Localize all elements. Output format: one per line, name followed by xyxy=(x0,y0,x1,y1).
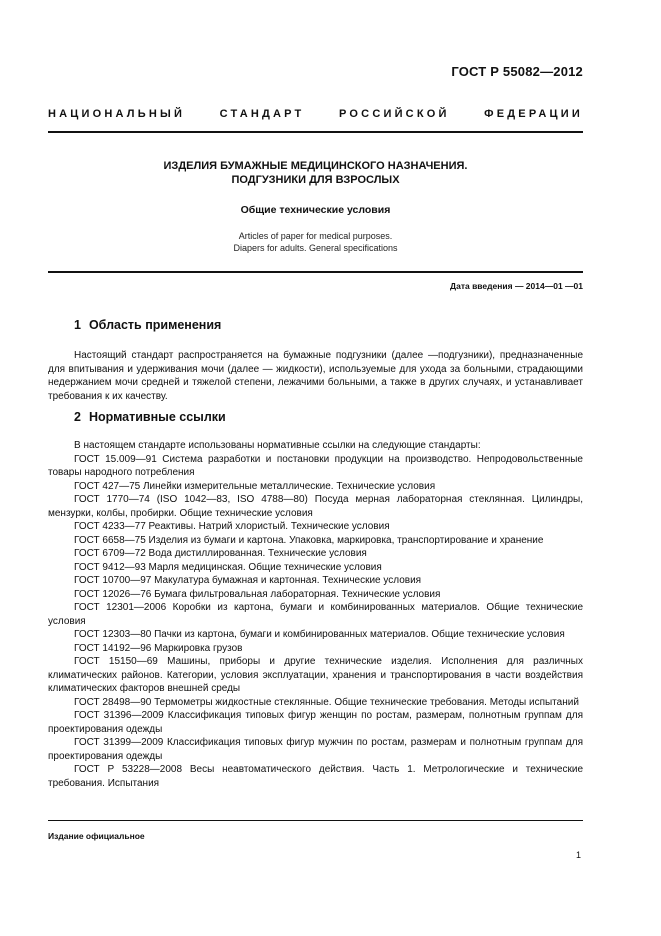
reference-item: ГОСТ 12301—2006 Коробки из картона, бумаги и комбинированных материалов. Общие технические условия xyxy=(48,602,583,627)
reference-item: ГОСТ 1770—74 (ISO 1042—83, ISO 4788—80) Посуда мерная лабораторная стеклянная. Цилиндры, мензурки, колбы, пробирки. Общие технические условия xyxy=(48,494,583,519)
reference-item: ГОСТ 15150—69 Машины, приборы и другие технические изделия. Исполнения для различных климатических районов. Категории, условия эксплуатации, хранения и транспортирования в части воздействия климатических факторов внешней среды xyxy=(48,656,583,694)
reference-item: ГОСТ 15.009—91 Система разработки и постановки продукции на производство. Непродовольственные товары народного потребления xyxy=(48,453,583,478)
english-title-line-2: Diapers for adults. General specifications xyxy=(233,243,398,253)
references-intro: В настоящем стандарте использованы нормативные ссылки на следующие стандарты: xyxy=(74,440,481,451)
document-number: ГОСТ Р 55082—2012 xyxy=(451,64,583,79)
section-1-number: 1 xyxy=(74,318,81,332)
section-1-heading xyxy=(74,318,221,332)
footer-divider xyxy=(48,820,583,821)
section-1-body xyxy=(48,349,583,403)
reference-item: ГОСТ 427—75 Линейки измерительные металлические. Технические условия xyxy=(74,480,436,492)
page-number: 1 xyxy=(575,850,581,860)
reference-item: ГОСТ Р 53228—2008 Весы неавтоматического действия. Часть 1. Метрологические и технические требования. Испытания xyxy=(48,764,583,789)
document-subtitle: Общие технические условия xyxy=(240,204,391,216)
edition-label: Издание официальное xyxy=(48,831,145,841)
section-2-number: 2 xyxy=(74,410,81,424)
national-standard-title: НАЦИОНАЛЬНЫЙ СТАНДАРТ РОССИЙСКОЙ ФЕДЕРАЦИИ xyxy=(48,108,583,120)
reference-item: ГОСТ 10700—97 Макулатура бумажная и картонная. Технические условия xyxy=(74,575,422,586)
english-title xyxy=(48,230,583,254)
english-title-line-1: Articles of paper for medical purposes. xyxy=(238,231,393,241)
normative-references xyxy=(48,439,583,790)
reference-item: ГОСТ 6709—72 Вода дистиллированная. Технические условия xyxy=(74,548,367,559)
reference-item: ГОСТ 9412—93 Марля медицинская. Общие технические условия xyxy=(74,561,382,573)
scope-paragraph: Настоящий стандарт распространяется на бумажные подгузники (далее —подгузники), предназначенные для впитывания и удерживания мочи (далее — жидкости), используемые для ухода за больными, страдающими недержанием мочи средней и тяжелой степени, лежачими больными, а также в других случаях, и устанавливает требования к их качеству. xyxy=(48,350,583,402)
reference-item: ГОСТ 4233—77 Реактивы. Натрий хлористый. Технические условия xyxy=(74,521,390,532)
reference-item: ГОСТ 12303—80 Пачки из картона, бумаги и комбинированных материалов. Общие технические условия xyxy=(74,629,565,640)
title-divider xyxy=(48,271,583,273)
document-title-line-1: ИЗДЕЛИЯ БУМАЖНЫЕ МЕДИЦИНСКОГО НАЗНАЧЕНИЯ. xyxy=(163,160,468,172)
section-2-title: Нормативные ссылки xyxy=(88,410,226,424)
top-divider xyxy=(48,131,583,133)
reference-item: ГОСТ 31399—2009 Классификация типовых фигур мужчин по ростам, размерам и полнотным группам для проектирования одежды xyxy=(48,737,583,762)
section-2-heading xyxy=(74,410,226,424)
reference-item: ГОСТ 6658—75 Изделия из бумаги и картона. Упаковка, маркировка, транспортирование и хранение xyxy=(74,534,544,546)
section-1-title: Область применения xyxy=(88,318,222,332)
document-title-line-2: ПОДГУЗНИКИ ДЛЯ ВЗРОСЛЫХ xyxy=(231,174,400,186)
reference-item: ГОСТ 31396—2009 Классификация типовых фигур женщин по ростам, размерам, полнотным группам для проектирования одежды xyxy=(48,710,583,735)
reference-item: ГОСТ 28498—90 Термометры жидкостные стеклянные. Общие технические требования. Методы испытаний xyxy=(74,696,579,708)
document-title xyxy=(48,159,583,187)
reference-item: ГОСТ 14192—96 Маркировка грузов xyxy=(74,642,243,654)
reference-item: ГОСТ 12026—76 Бумага фильтровальная лабораторная. Технические условия xyxy=(74,588,441,600)
introduction-date: Дата введения — 2014—01 —01 xyxy=(450,281,583,291)
